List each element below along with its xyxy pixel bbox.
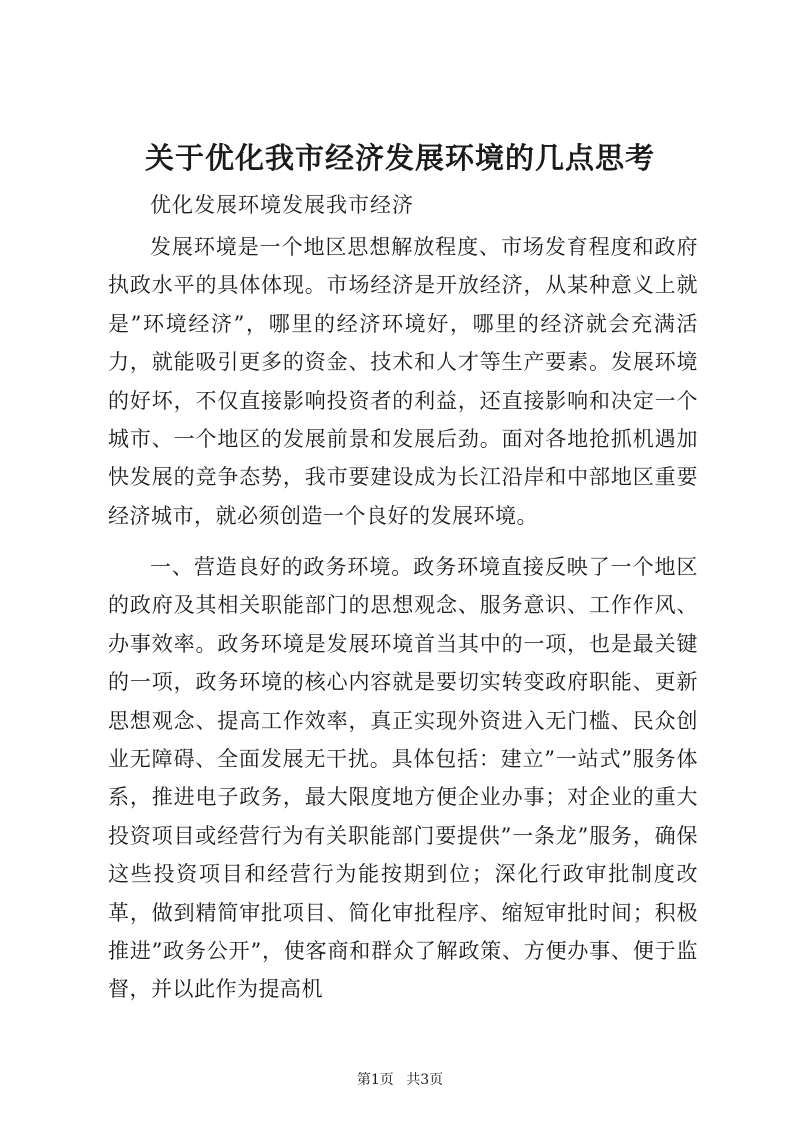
page-footer [0, 1070, 800, 1090]
page-number: 第1页 [356, 1072, 394, 1088]
document-subtitle: 优化发展环境发展我市经济 [150, 193, 414, 217]
page-total: 共3页 [406, 1072, 444, 1088]
paragraph-intro: 发展环境是一个地区思想解放程度、市场发育程度和政府执政水平的具体体现。市场经济是开放经济，从某种意义上就是”环境经济”，哪里的经济环境好，哪里的经济就会充满活力，就能吸引更多的资金、技术和人才等生产要素。发展环境的好坏，不仅直接影响投资者的利益，还直接影响和决定一个城市、一个地区的发展前景和发展后劲。面对各地抢抓机遇加快发展的竞争态势，我市要建设成为长江沿岸和中部地区重要经济城市，就必须创造一个良好的发展环境。 [108, 235, 698, 528]
document-title: 关于优化我市经济发展环境的几点思考 [144, 141, 655, 175]
paragraph-government-environment: 一、营造良好的政务环境。政务环境直接反映了一个地区的政府及其相关职能部门的思想观念、服务意识、工作作风、办事效率。政务环境是发展环境首当其中的一项，也是最关键的一项，政务环境的核心内容就是要切实转变政府职能、更新思想观念、提高工作效率，真正实现外资进入无门槛、民众创业无障碍、全面发展无干扰。具体包括：建立”一站式”服务体系，推进电子政务，最大限度地方便企业办事；对企业的重大投资项目或经营行为有关职能部门要提供”一条龙”服务，确保这些投资项目和经营行为能按期到位；深化行政审批制度改革，做到精简审批项目、简化审批程序、缩短审批时间；积极推进”政务公开”，使客商和群众了解政策、方便办事、便于监督，并以此作为提高机 [108, 555, 698, 1002]
